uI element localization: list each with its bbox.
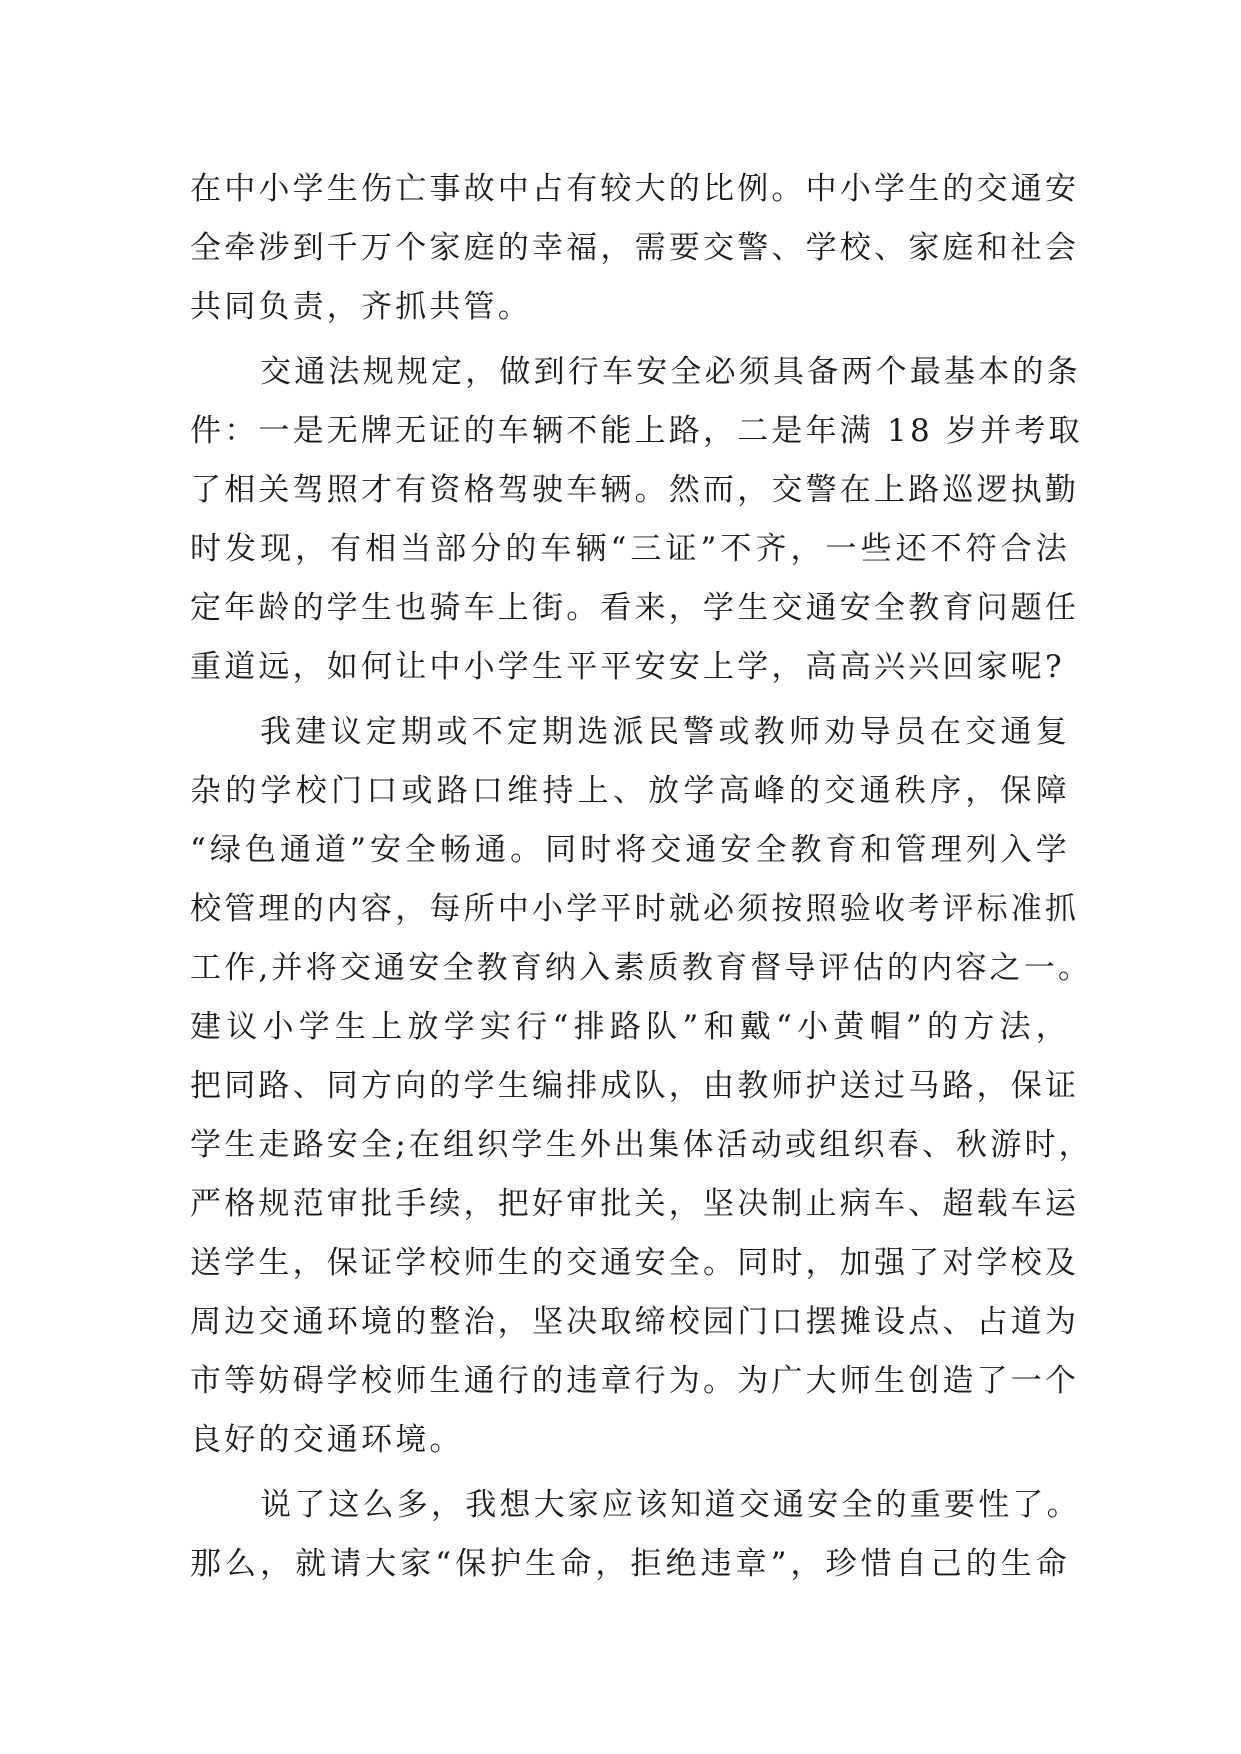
text-line: 了相关驾照才有资格驾驶车辆。然而，交警在上路巡逻执勤	[190, 472, 1080, 508]
text-line: 良好的交通环境。	[190, 1422, 464, 1458]
text-line: 重道远，如何让中小学生平平安安上学，高高兴兴回家呢?	[190, 649, 1065, 685]
text-line: 建议小学生上放学实行“排路队”和戴“小黄帽”的方法，	[190, 1009, 1070, 1045]
text-line: 交通法规规定，做到行车安全必须具备两个最基本的条	[260, 354, 1081, 390]
body-text	[190, 160, 1093, 1600]
text-line: 说了这么多，我想大家应该知道交通安全的重要性了。	[260, 1487, 1081, 1523]
text-line: 全牵涉到千万个家庭的幸福，需要交警、学校、家庭和社会	[190, 230, 1080, 266]
text-line: 送学生，保证学校师生的交通安全。同时，加强了对学校及	[190, 1245, 1080, 1281]
text-line: 那么，就请大家“保护生命，拒绝违章”，珍惜自己的生命	[190, 1546, 1070, 1582]
paragraph-4	[190, 1476, 1081, 1594]
text-line: 件：一是无牌无证的车辆不能上路，二是年满 18 岁并考取	[190, 413, 1083, 449]
text-line: 市等妨碍学校师生通行的违章行为。为广大师生创造了一个	[190, 1363, 1080, 1399]
text-line: 时发现，有相当部分的车辆“三证”不齐，一些还不符合法	[190, 531, 1070, 567]
paragraph-3	[190, 703, 1093, 1470]
text-line: 严格规范审批手续，把好审批关，坚决制止病车、超载车运	[190, 1186, 1080, 1222]
text-line: 周边交通环境的整治，坚决取缔校园门口摆摊设点、占道为	[190, 1304, 1080, 1340]
paragraph-2	[190, 343, 1083, 697]
text-line: 定年龄的学生也骑车上街。看来，学生交通安全教育问题任	[190, 590, 1080, 626]
text-line: 在中小学生伤亡事故中占有较大的比例。中小学生的交通安	[190, 171, 1080, 207]
text-line: 我建议定期或不定期选派民警或教师劝导员在交通复	[260, 714, 1070, 750]
text-line: 学生走路安全;在组织学生外出集体活动或组织春、秋游时，	[190, 1127, 1093, 1163]
text-line: 校管理的内容，每所中小学平时就必须按照验收考评标准抓	[190, 891, 1080, 927]
paragraph-1	[190, 160, 1080, 337]
text-line: 工作,并将交通安全教育纳入素质教育督导评估的内容之一。	[190, 950, 1093, 986]
text-line: 共同负责，齐抓共管。	[190, 289, 532, 325]
text-line: “绿色通道”安全畅通。同时将交通安全教育和管理列入学	[190, 832, 1070, 868]
text-line: 杂的学校门口或路口维持上、放学高峰的交通秩序，保障	[190, 773, 1070, 809]
text-line: 把同路、同方向的学生编排成队，由教师护送过马路，保证	[190, 1068, 1080, 1104]
